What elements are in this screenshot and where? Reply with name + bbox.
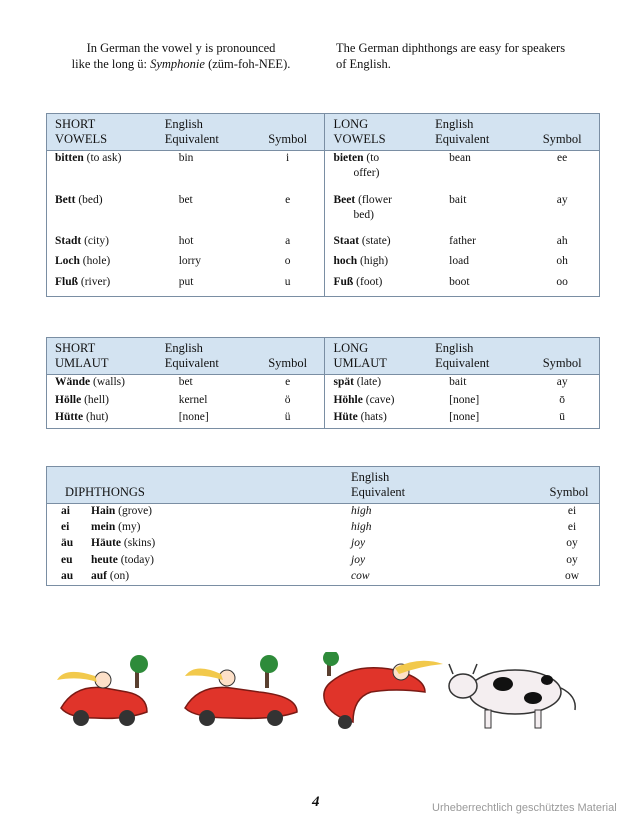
symbol-header: Symbol	[537, 467, 600, 504]
short-umlaut-word: Wände (walls)	[55, 376, 125, 388]
watermark-text: Urheberrechtlich geschütztes Material	[432, 802, 617, 814]
long-symbol: ee	[557, 152, 568, 164]
long-symbol: ah	[556, 234, 568, 247]
umlaut-body	[47, 375, 600, 429]
diphthong-row	[47, 569, 600, 586]
diphthong-row	[47, 520, 600, 536]
long-vowel-word: Beet (flower bed)	[325, 193, 427, 234]
short-vowel-word: Bett (bed)	[55, 193, 103, 206]
long-umlaut-word: Höhle (cave)	[325, 393, 427, 411]
long-english-equivalent: bait	[449, 193, 467, 206]
short-vowel-word: Stadt (city)	[55, 234, 109, 247]
diphthong-symbol: ow	[564, 569, 580, 582]
long-umlaut-header: LONG UMLAUT	[325, 338, 427, 375]
diphthong-code: eu	[61, 553, 73, 566]
short-english-equivalent: lorry	[178, 255, 202, 268]
intro-left-line1: In German the vowel y is pronounced	[86, 41, 276, 55]
long-vowel-word: hoch (high)	[325, 254, 427, 275]
vowel-row	[47, 275, 600, 296]
umlaut-row	[47, 393, 600, 411]
umlaut-row	[47, 375, 600, 393]
long-symbol: ō	[559, 393, 566, 406]
diphthongs-body	[47, 504, 600, 586]
diphthong-word: Häute (skins)	[91, 537, 156, 550]
english-equivalent-header: English Equivalent	[157, 114, 249, 151]
diphthong-symbol: oy	[566, 553, 578, 566]
diphthong-symbol: ei	[567, 521, 577, 534]
intro-right-line2: of English.	[336, 57, 391, 71]
short-symbol: e	[285, 376, 291, 388]
vowel-row	[47, 151, 600, 193]
long-symbol: ay	[556, 376, 568, 388]
short-symbol: i	[286, 152, 290, 164]
short-symbol: ö	[284, 393, 291, 406]
diphthong-word: Hain (grove)	[91, 505, 153, 517]
long-english-equivalent: [none]	[449, 411, 480, 424]
long-symbol: ay	[556, 193, 568, 206]
diphthong-symbol: oy	[566, 537, 578, 550]
long-symbol: oh	[556, 255, 568, 268]
diphthongs-table	[46, 466, 600, 586]
diphthong-code: ei	[61, 521, 70, 534]
english-equivalent-header: English Equivalent	[427, 338, 523, 375]
car-cartoon-3	[323, 652, 443, 729]
vowels-body	[47, 151, 600, 297]
car-cartoon-2	[185, 655, 297, 726]
intro-left-line2: like the long ü: Symphonie (züm-foh-NEE).	[71, 57, 291, 71]
long-symbol: ū	[559, 411, 566, 424]
diphthong-word: auf (on)	[91, 569, 130, 582]
intro-right-line1: The German diphthongs are easy for speakers	[336, 41, 566, 55]
long-umlaut-word: spät (late)	[325, 375, 427, 393]
short-english-equivalent: hot	[178, 234, 194, 247]
short-english-equivalent: bet	[178, 376, 193, 388]
long-vowel-word: bieten (to offer)	[325, 151, 427, 193]
symbol-header: Symbol	[249, 338, 325, 375]
short-umlaut-header: SHORT UMLAUT	[47, 338, 157, 375]
short-english-equivalent: kernel	[178, 393, 208, 406]
short-vowels-header: SHORT VOWELS	[47, 114, 157, 151]
diphthong-row	[47, 553, 600, 569]
intro-left	[46, 40, 316, 72]
short-english-equivalent: put	[178, 276, 194, 289]
diphthong-word: mein (my)	[91, 521, 141, 534]
umlaut-header-row	[47, 338, 600, 375]
diphthongs-header: DIPHTHONGS	[47, 467, 338, 504]
english-equivalent-header: English Equivalent	[427, 114, 523, 151]
short-symbol: e	[285, 193, 291, 206]
long-english-equivalent: [none]	[449, 393, 480, 406]
umlaut-row	[47, 410, 600, 428]
vowel-row	[47, 193, 600, 234]
vowel-row	[47, 254, 600, 275]
long-symbol: oo	[556, 276, 568, 289]
short-symbol: a	[285, 234, 291, 247]
vowels-header-row	[47, 114, 600, 151]
diphthong-symbol: ei	[567, 505, 577, 517]
long-vowels-header: LONG VOWELS	[325, 114, 427, 151]
long-umlaut-word: Hüte (hats)	[325, 410, 427, 428]
cow-cartoon	[449, 664, 575, 728]
diphthong-word: heute (today)	[91, 553, 154, 566]
diphthong-code: au	[61, 569, 74, 582]
short-english-equivalent: [none]	[178, 411, 209, 424]
long-english-equivalent: bait	[449, 376, 467, 388]
long-english-equivalent: load	[449, 255, 469, 268]
short-vowel-word: Loch (hole)	[55, 255, 111, 268]
long-vowel-word: Staat (state)	[325, 234, 427, 255]
diphthong-row	[47, 504, 600, 521]
diphthongs-header-row	[47, 467, 600, 504]
english-equivalent-header: English Equivalent	[337, 467, 537, 504]
umlaut-table	[46, 337, 600, 429]
short-symbol: u	[284, 276, 291, 289]
english-equivalent-header: English Equivalent	[157, 338, 249, 375]
diphthong-code: äu	[61, 537, 74, 550]
diphthong-english-equivalent: high	[351, 521, 372, 534]
long-english-equivalent: bean	[449, 152, 471, 164]
short-symbol: o	[284, 255, 291, 268]
car-cartoon-1	[57, 655, 148, 726]
long-english-equivalent: father	[449, 234, 476, 247]
page-number: 4	[312, 794, 320, 810]
long-english-equivalent: boot	[449, 276, 470, 289]
diphthong-english-equivalent: joy	[351, 537, 366, 550]
symphonie-word: Symphonie	[150, 57, 205, 71]
cartoon-illustration	[55, 652, 585, 732]
intro-right	[336, 40, 606, 72]
short-symbol: ü	[284, 411, 291, 424]
long-vowel-word: Fuß (foot)	[325, 275, 427, 296]
short-english-equivalent: bet	[178, 193, 193, 206]
short-english-equivalent: bin	[178, 152, 194, 164]
diphthong-row	[47, 536, 600, 552]
diphthong-code: ai	[61, 505, 70, 517]
symbol-header: Symbol	[523, 338, 599, 375]
symbol-header: Symbol	[249, 114, 325, 151]
diphthong-english-equivalent: cow	[351, 569, 370, 582]
diphthong-english-equivalent: high	[351, 505, 372, 517]
short-umlaut-word: Hütte (hut)	[55, 411, 109, 424]
diphthong-english-equivalent: joy	[351, 553, 366, 566]
short-vowel-word: Fluß (river)	[55, 276, 111, 289]
vowel-row	[47, 234, 600, 255]
symbol-header: Symbol	[523, 114, 599, 151]
short-umlaut-word: Hölle (hell)	[55, 393, 109, 406]
short-vowel-word: bitten (to ask)	[55, 152, 122, 164]
vowels-table	[46, 113, 600, 297]
